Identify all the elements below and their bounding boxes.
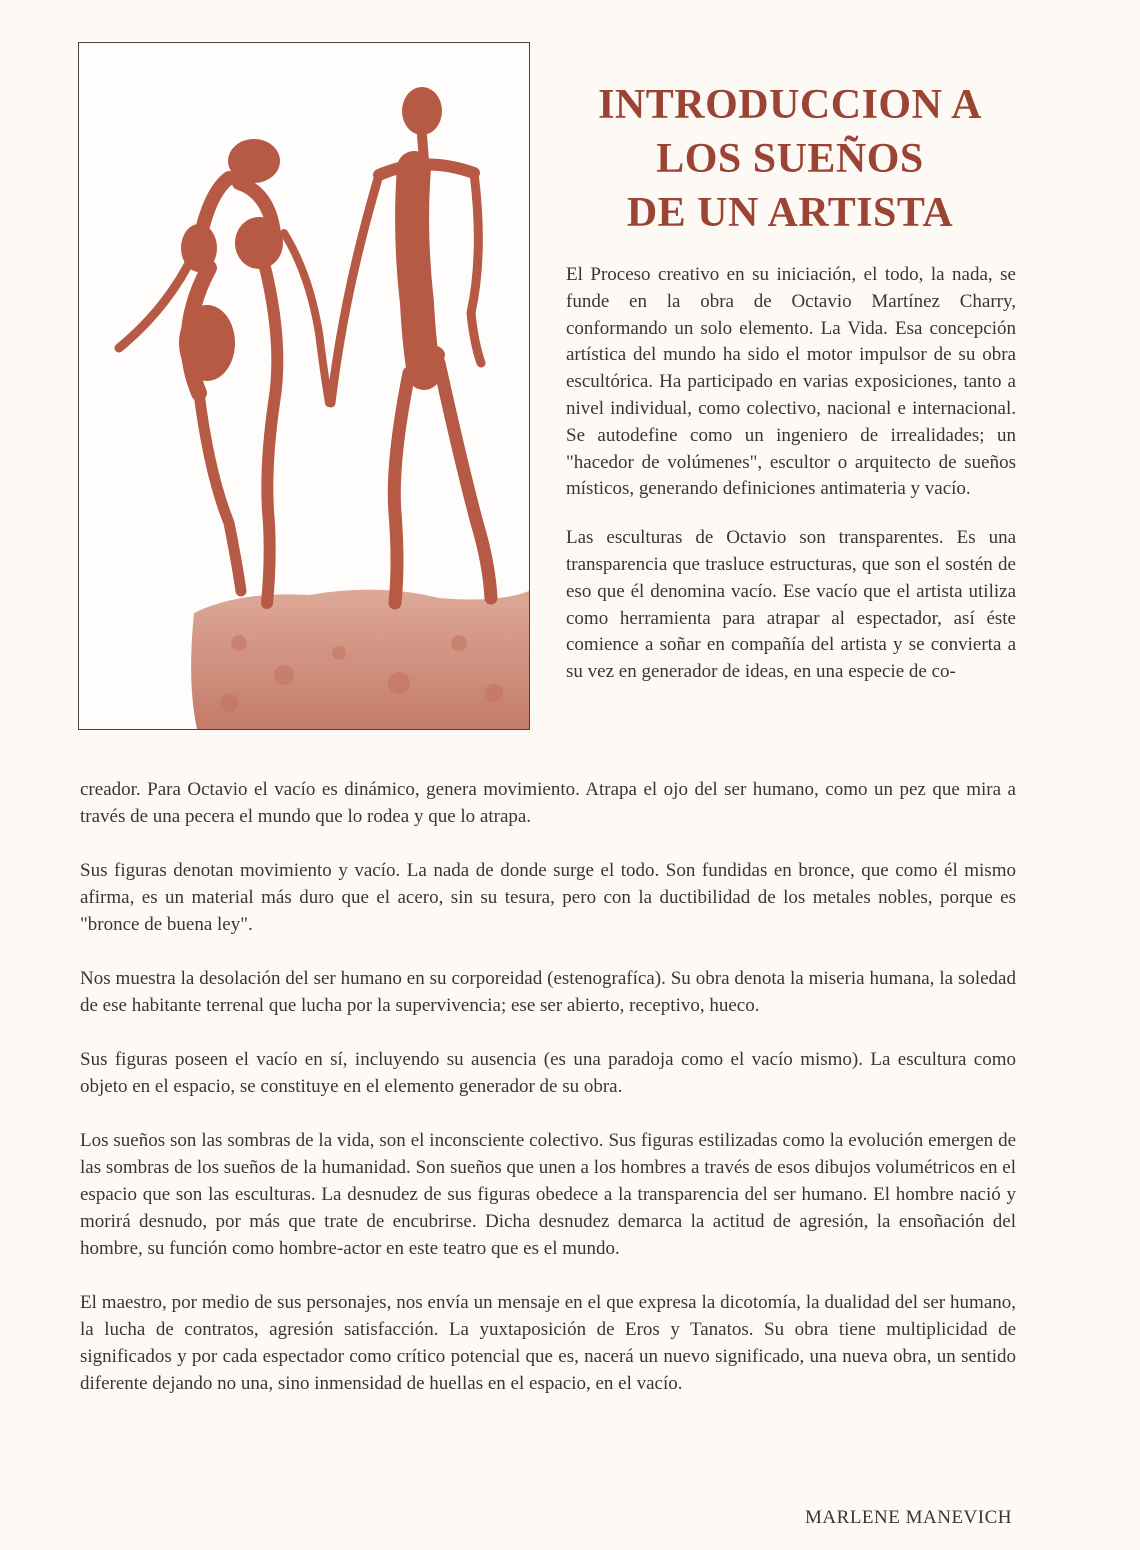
title-line-2: LOS SUEÑOS: [656, 136, 924, 182]
top-section: [0, 0, 1140, 730]
paragraph-4: Nos muestra la desolación del ser humano en su corporeidad (estenografíca). Su obra denota la miseria humana, la soledad de ese habitante terrenal que lucha por la supervivencia; ese ser abierto, receptivo, hueco.: [80, 968, 1016, 1016]
title-line-1: INTRODUCCION A: [598, 82, 982, 128]
author-signature: MARLENE MANEVICH: [805, 1507, 1012, 1528]
title-line-3: DE UN ARTISTA: [626, 190, 954, 236]
full-width-text: [80, 776, 1016, 1424]
paragraph-3: Sus figuras denotan movimiento y vacío. La nada de donde surge el todo. Son fundidas en bronce, que como él mismo afirma, es un material más duro que el acero, sin su tesura, pero con la ductibilidad de los metales nobles, porque es "bronce de buena ley".: [80, 860, 1016, 935]
paragraph-1: El Proceso creativo en su iniciación, el todo, la nada, se funde en la obra de Octavio Martínez Charry, conformando un solo elemento. La Vida. Esa concepción artística del mundo ha sido el motor impulsor de su obra escultórica. Ha participado en varias exposiciones, tanto a nivel individual, como colectivo, nacional e internacional. Se autodefine como un ingeniero de irrealidades; un "hacedor de volúmenes", escultor o arquitecto de sueños místicos, generando definiciones antimateria y vacío.: [566, 264, 1016, 500]
page-title: [560, 78, 1020, 240]
paragraph-6: Los sueños son las sombras de la vida, son el inconsciente colectivo. Sus figuras estilizadas como la evolución emergen de las sombras de los sueños de la humanidad. Son sueños que unen a los hombres a través de esos dibujos volumétricos en el espacio que son las esculturas. La desnudez de sus figuras obedece a la transparencia del ser humano. El hombre nació y morirá desnudo, por más que trate de encubrirse. Dicha desnudez demarca la actitud de agresión, la ensoñación del hombre, su función como hombre-actor en este teatro que es el mundo.: [80, 1130, 1016, 1259]
paragraph-2-continued: creador. Para Octavio el vacío es dinámico, genera movimiento. Atrapa el ojo del ser humano, como un pez que mira a través de una pecera el mundo que lo rodea y que lo atrapa.: [80, 779, 1016, 827]
paragraph-7: El maestro, por medio de sus personajes, nos envía un mensaje en el que expresa la dicotomía, la dualidad del ser humano, la lucha de contratos, agresión satisfacción. La yuxtaposición de Eros y Tanatos. Su obra tiene multiplicidad de significados y por cada espectador como crítico potencial que es, nacerá un nuevo significado, una nueva obra, un sentido diferente dejando no una, sino inmensidad de huellas en el espacio, en el vacío.: [80, 1292, 1016, 1394]
paragraph-2: Las esculturas de Octavio son transparentes. Es una transparencia que trasluce estructuras, que son el sostén de eso que él denomina vacío. Ese vacío que el artista utiliza como herramienta para atrapar al espectador, así éste comience a soñar en compañía del artista y se convierta a su vez en generador de ideas, en una especie de co-: [566, 527, 1016, 683]
right-column-text: [566, 262, 1016, 686]
sculpture-photo: [78, 42, 530, 730]
sculpture-photo-icon: [79, 43, 529, 729]
paragraph-5: Sus figuras poseen el vacío en sí, incluyendo su ausencia (es una paradoja como el vacío mismo). La escultura como objeto en el espacio, se constituye en el elemento generador de su obra.: [80, 1049, 1016, 1097]
